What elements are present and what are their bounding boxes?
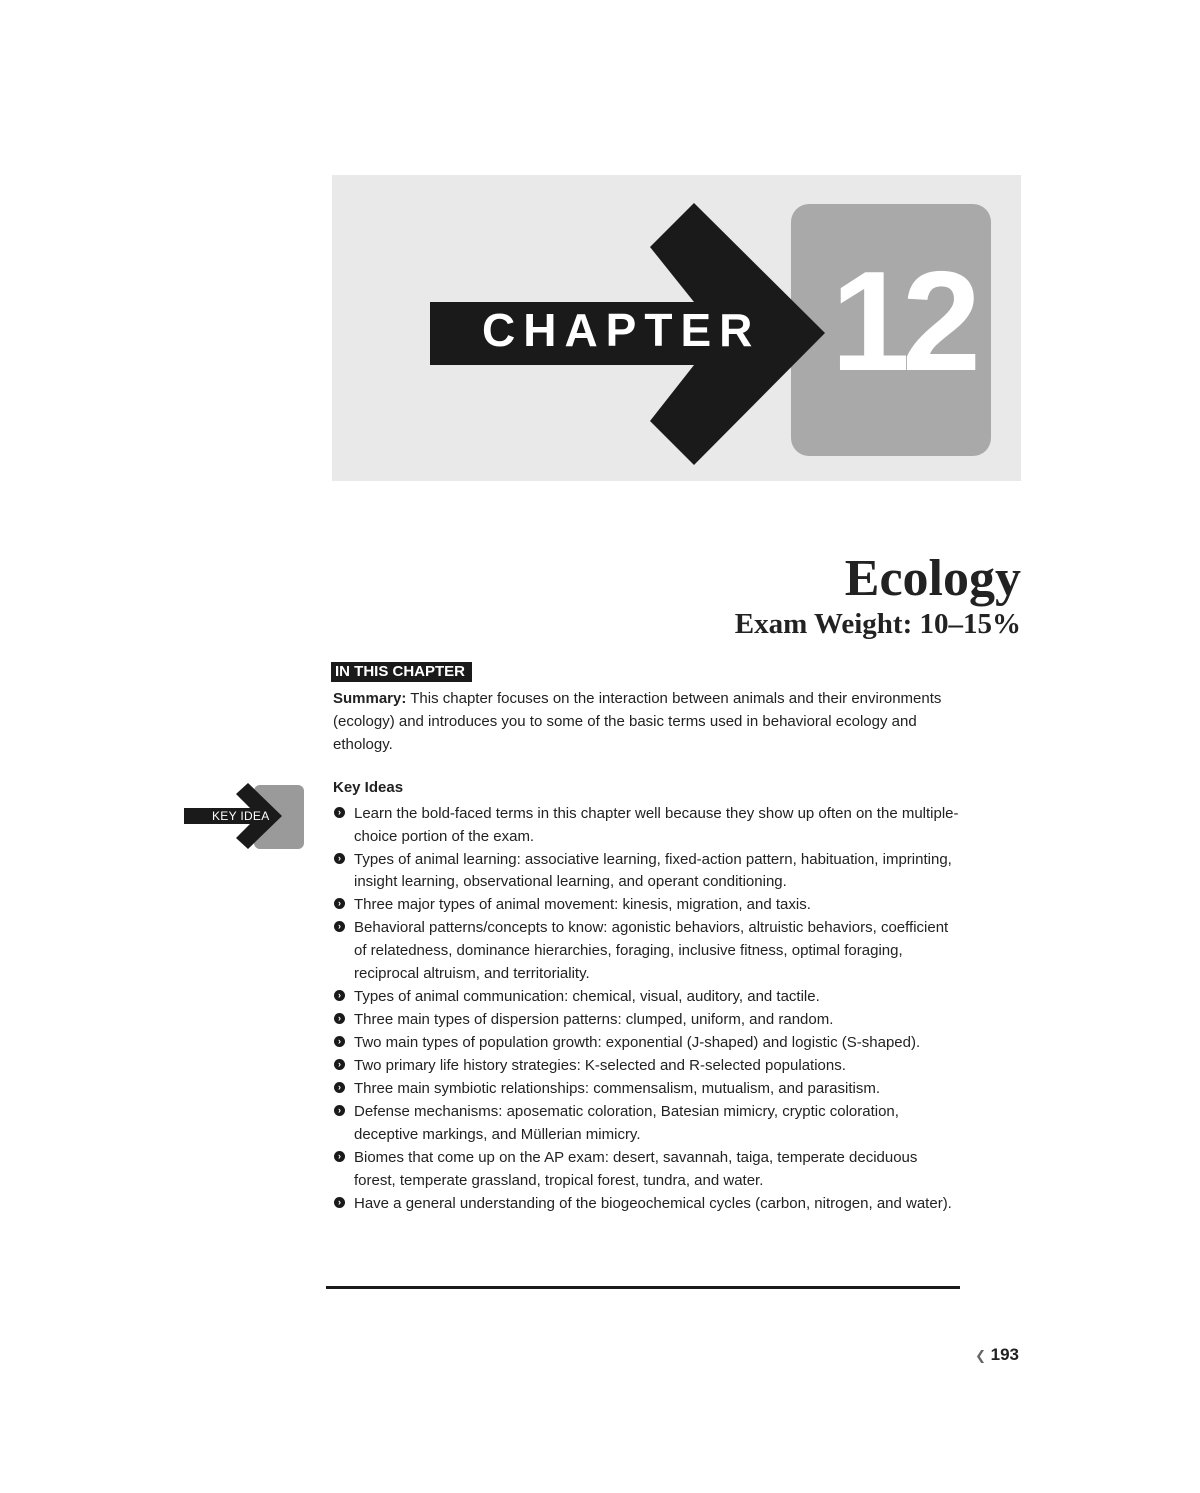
key-idea-badge-label: KEY IDEA xyxy=(212,809,270,823)
circled-arrow-bullet-icon: › xyxy=(334,1059,345,1070)
in-this-chapter-label: IN THIS CHAPTER xyxy=(331,662,472,682)
key-idea-text: Defense mechanisms: aposematic coloration, Batesian mimicry, cryptic coloration, deceptive markings, and Müllerian mimicry. xyxy=(354,1103,899,1143)
circled-arrow-bullet-icon: › xyxy=(334,990,345,1001)
key-idea-text: Three major types of animal movement: kinesis, migration, and taxis. xyxy=(354,896,811,914)
list-item xyxy=(333,1147,961,1192)
circled-arrow-bullet-icon: › xyxy=(334,921,345,932)
list-item xyxy=(333,1078,961,1101)
chapter-number: 12 xyxy=(831,242,973,401)
key-idea-text: Biomes that come up on the AP exam: desert, savannah, taiga, temperate deciduous forest, temperate grassland, tropical forest, tundra, and water. xyxy=(354,1148,918,1189)
list-item xyxy=(333,1009,961,1032)
list-item xyxy=(333,894,961,917)
key-idea-text: Two primary life history strategies: K-selected and R-selected populations. xyxy=(354,1057,846,1075)
summary-label: Summary: xyxy=(333,690,407,707)
summary-text: This chapter focuses on the interaction between animals and their environments (ecology) and introduces you to some of the basic terms used in behavioral ecology and ethology. xyxy=(333,690,942,753)
circled-arrow-bullet-icon: › xyxy=(334,898,345,909)
key-idea-text: Learn the bold-faced terms in this chapter well because they show up often on the multiple-choice portion of the exam. xyxy=(354,805,959,845)
chapter-title: Ecology xyxy=(844,550,1021,607)
page-number: 193 xyxy=(990,1345,1019,1364)
list-item xyxy=(333,1101,961,1146)
summary-paragraph xyxy=(333,687,958,756)
list-item xyxy=(333,803,961,848)
key-idea-text: Types of animal communication: chemical, visual, auditory, and tactile. xyxy=(354,987,820,1005)
key-ideas-heading: Key Ideas xyxy=(333,779,404,796)
section-divider xyxy=(326,1286,960,1289)
circled-arrow-bullet-icon: › xyxy=(334,807,345,818)
key-idea-text: Three main types of dispersion patterns: clumped, uniform, and random. xyxy=(354,1010,834,1028)
key-idea-text: Have a general understanding of the biogeochemical cycles (carbon, nitrogen, and water). xyxy=(354,1194,952,1212)
list-item xyxy=(333,1193,961,1216)
circled-arrow-bullet-icon: › xyxy=(334,1082,345,1093)
key-idea-text: Types of animal learning: associative learning, fixed-action pattern, habituation, imprinting, insight learning, observational learning, and operant conditioning. xyxy=(354,850,952,891)
circled-arrow-bullet-icon: › xyxy=(334,853,345,864)
list-item xyxy=(333,917,961,985)
list-item xyxy=(333,849,961,894)
circled-arrow-bullet-icon: › xyxy=(334,1013,345,1024)
circled-arrow-bullet-icon: › xyxy=(334,1036,345,1047)
list-item xyxy=(333,986,961,1009)
key-idea-badge xyxy=(184,782,308,852)
chapter-label: CHAPTER xyxy=(482,304,761,356)
circled-arrow-bullet-icon: › xyxy=(334,1105,345,1116)
key-ideas-list xyxy=(333,803,961,1216)
key-idea-text: Two main types of population growth: exponential (J-shaped) and logistic (S-shaped). xyxy=(354,1033,921,1051)
chevron-left-icon: ❮ xyxy=(975,1348,986,1363)
circled-arrow-bullet-icon: › xyxy=(334,1197,345,1208)
circled-arrow-bullet-icon: › xyxy=(334,1151,345,1162)
exam-weight: Exam Weight: 10–15% xyxy=(734,608,1021,640)
chapter-banner xyxy=(332,175,1021,481)
list-item xyxy=(333,1055,961,1078)
list-item xyxy=(333,1032,961,1055)
key-idea-text: Behavioral patterns/concepts to know: agonistic behaviors, altruistic behaviors, coefficient of relatedness, dominance hierarchies, foraging, inclusive fitness, optimal foraging, reciprocal altruism, and territoriality. xyxy=(354,919,949,982)
key-idea-text: Three main symbiotic relationships: commensalism, mutualism, and parasitism. xyxy=(354,1080,881,1098)
